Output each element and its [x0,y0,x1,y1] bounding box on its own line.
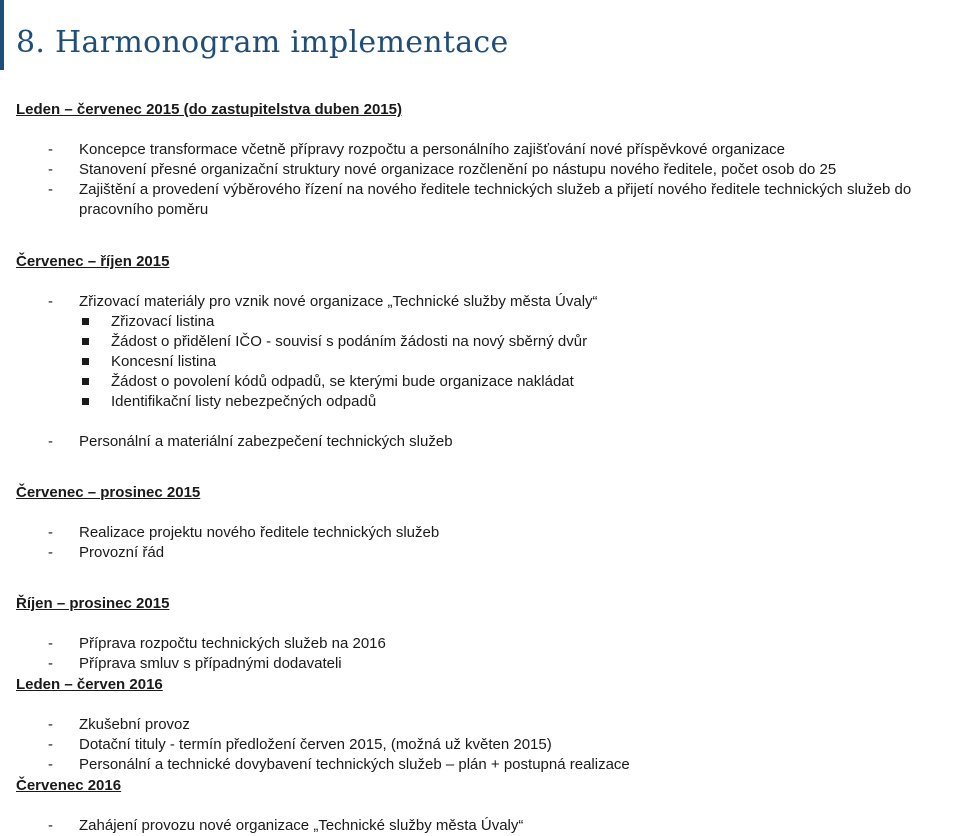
dash-marker: - [48,141,53,158]
section-jan-jul-2015 [16,100,960,220]
item-list [16,432,960,452]
item-text: Koncepce transformace včetně přípravy rozpočtu a personálního zajišťování nové příspěvkové organizace [79,141,786,158]
item-text: Zahájení provozu nové organizace „Technické služby města Úvaly“ [79,817,524,834]
square-bullet-icon [82,358,89,365]
sub-list-item [16,392,960,412]
list-item [16,160,960,180]
item-text: Příprava rozpočtu technických služeb na 2016 [79,635,386,652]
list-item [16,755,960,775]
dash-marker: - [48,433,53,450]
section-heading: Leden – červen 2016 [16,676,163,693]
item-list [16,292,960,312]
item-text: Zkušební provoz [79,716,190,733]
item-list [16,523,960,563]
section-jan-jun-2016 [16,675,960,775]
sub-item-text: Koncesní listina [111,353,217,370]
sub-item-text: Žádost o přidělení IČO - souvisí s podáním žádosti na nový sběrný dvůr [111,333,588,350]
list-item [16,432,960,452]
sub-list-item [16,372,960,392]
item-text: Provozní řád [79,544,165,561]
page-title: 8. Harmonogram implementace [16,25,509,60]
dash-marker: - [48,817,53,834]
square-bullet-icon [82,378,89,385]
list-item [16,654,960,674]
list-item [16,543,960,563]
list-item [16,140,960,160]
section-heading: Červenec – prosinec 2015 [16,484,201,501]
section-jul-oct-2015 [16,252,960,452]
sub-item-text: Zřizovací listina [111,313,215,330]
item-text: Stanovení přesné organizační struktury nové organizace rozčlenění po nástupu nového ředitele, počet osob do 25 [79,161,837,178]
square-bullet-icon [82,398,89,405]
section-heading: Leden – červenec 2015 (do zastupitelstva duben 2015) [16,101,402,118]
dash-marker: - [48,756,53,773]
item-list [16,634,960,674]
square-bullet-icon [82,338,89,345]
dash-marker: - [48,655,53,672]
sub-list-item [16,312,960,332]
section-heading: Říjen – prosinec 2015 [16,595,170,612]
item-list [16,816,960,836]
dash-marker: - [48,181,53,198]
section-oct-dec-2015 [16,594,960,674]
item-list [16,140,960,220]
list-item [16,715,960,735]
list-item [16,634,960,654]
title-accent-bar [0,0,4,70]
item-text: Zřizovací materiály pro vznik nové organizace „Technické služby města Úvaly“ [79,293,598,310]
list-item [16,292,960,312]
item-text: Dotační tituly - termín předložení červen 2015, (možná už květen 2015) [79,736,552,753]
section-jul-2016 [16,776,960,836]
list-item [16,523,960,543]
item-list [16,715,960,775]
square-bullet-icon [82,318,89,325]
item-text: Příprava smluv s případnými dodavateli [79,655,342,672]
sub-item-list [16,312,960,412]
dash-marker: - [48,161,53,178]
dash-marker: - [48,544,53,561]
sub-item-text: Žádost o povolení kódů odpadů, se kterými bude organizace nakládat [111,373,574,390]
sub-list-item [16,352,960,372]
dash-marker: - [48,736,53,753]
item-text: Zajištění a provedení výběrového řízení na nového ředitele technických služeb a přijetí nového ředitele technických služeb do pracovního poměru [79,181,912,218]
dash-marker: - [48,524,53,541]
section-heading: Červenec – říjen 2015 [16,253,170,270]
item-text: Personální a technické dovybavení technických služeb – plán + postupná realizace [79,756,630,773]
item-text: Realizace projektu nového ředitele technických služeb [79,524,440,541]
section-heading: Červenec 2016 [16,777,122,794]
dash-marker: - [48,635,53,652]
sub-item-text: Identifikační listy nebezpečných odpadů [111,393,377,410]
list-item [16,735,960,755]
dash-marker: - [48,716,53,733]
section-jul-dec-2015 [16,483,960,563]
list-item [16,816,960,836]
list-item [16,180,960,220]
sub-list-item [16,332,960,352]
item-text: Personální a materiální zabezpečení technických služeb [79,433,453,450]
dash-marker: - [48,293,53,310]
